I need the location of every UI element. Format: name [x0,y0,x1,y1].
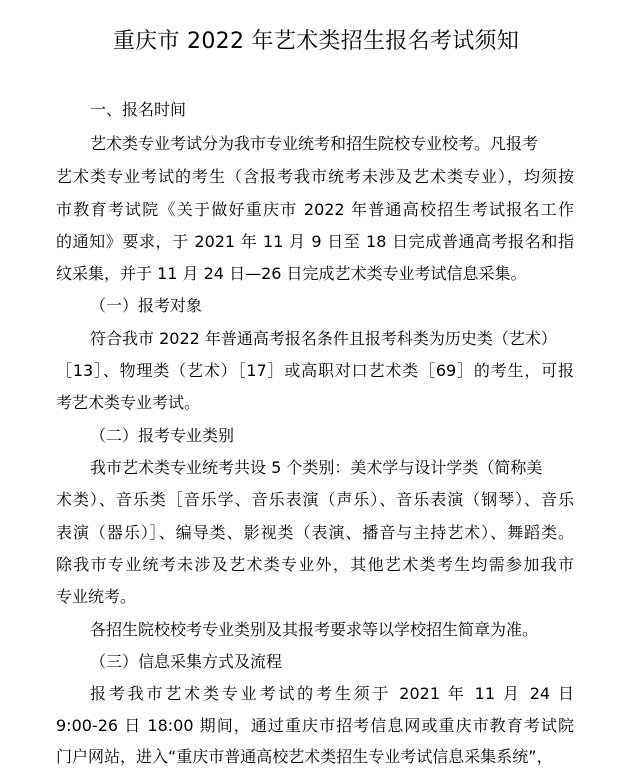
paragraph-line: 艺术类专业考试分为我市专业统考和招生院校专业校考。凡报考 [90,134,539,153]
paragraph-line: 市教育考试院《关于做好重庆市 2022 年普通高校招生考试报名工作 [56,200,574,219]
paragraph-line: 除我市专业统考未涉及艺术类专业外，其他艺术类考生均需参加我市 [56,555,574,574]
section-heading-registration-time: 一、报名时间 [90,100,187,119]
paragraph-line: 术类）、音乐类［音乐学、音乐表演（声乐）、音乐表演（钢琴）、音乐 [56,490,574,509]
paragraph-line: 门户网站，进入“重庆市普通高校艺术类招生专业考试信息采集系统”， [56,747,553,766]
paragraph-line: 符合我市 2022 年普通高考报名条件且报考科类为历史类（艺术） [90,329,557,348]
paragraph-line: 纹采集，并于 11 月 24 日—26 日完成艺术类专业考试信息采集。 [56,264,527,283]
paragraph-line: 报考我市艺术类专业考试的考生须于 2021 年 11 月 24 日 [90,684,574,703]
subsection-heading-categories: （二）报考专业类别 [90,426,235,445]
subsection-heading-info-collection: （三）信息采集方式及流程 [90,652,283,671]
paragraph-line: 考艺术类专业考试。 [56,393,201,412]
paragraph-line: 各招生院校校考专业类别及其报考要求等以学校招生简章为准。 [90,620,539,639]
paragraph-line: ［13］、物理类（艺术）［17］或高职对口艺术类［69］的考生，可报 [56,361,574,380]
subsection-heading-applicants: （一）报考对象 [90,296,203,315]
paragraph-line: 表演（器乐）］、编导类、影视类（表演、播音与主持艺术）、舞蹈类。 [56,523,574,542]
paragraph-line: 我市艺术类专业统考共设 5 个类别：美术学与设计学类（简称美 [90,458,543,477]
document-title: 重庆市 2022 年艺术类招生报名考试须知 [112,29,520,54]
paragraph-line: 艺术类专业考试的考生（含报考我市统考未涉及艺术类专业），均须按 [56,167,574,186]
paragraph-line: 的通知》要求，于 2021 年 11 月 9 日至 18 日完成普通高考报名和指 [56,232,574,251]
paragraph-line: 9:00-26 日 18:00 期间，通过重庆市招考信息网或重庆市教育考试院 [56,716,574,735]
paragraph-line: 专业统考。 [56,587,137,606]
